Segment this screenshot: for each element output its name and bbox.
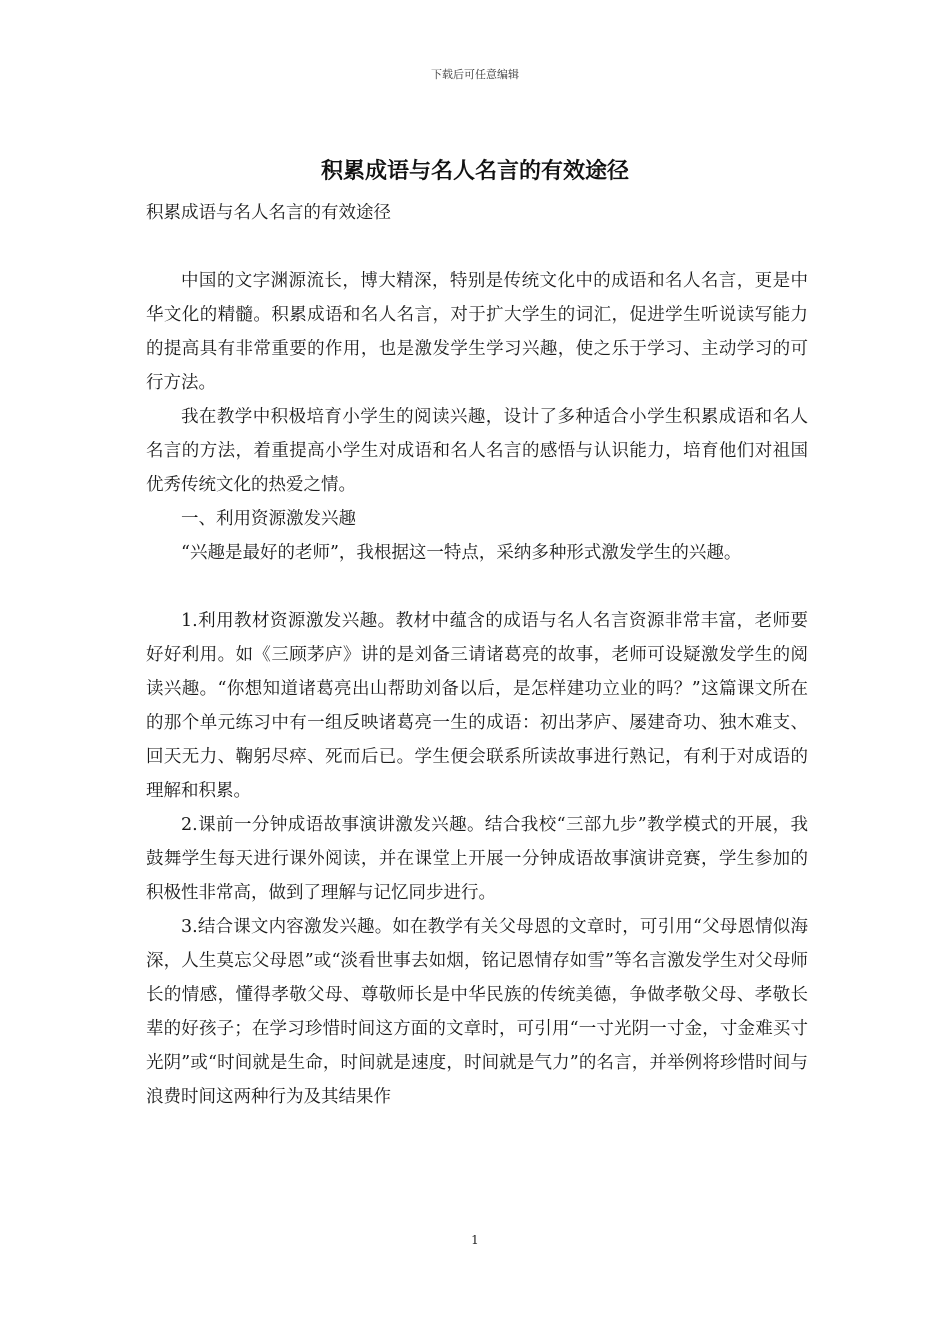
document-title: 积累成语与名人名言的有效途径 (320, 158, 629, 184)
paragraph-item-3: 3.结合课文内容激发兴趣。如在教学有关父母恩的文章时，可引用“父母恩情似海深，人生莫忘父母恩”或“淡看世事去如烟，铭记恩情存如雪”等名言激发学生对父母师长的情感，懂得孝敬父母、尊敬师长是中华民族的传统美德，争做孝敬父母、孝敬长辈的好孩子；在学习珍惜时间这方面的文章时，可引用“一寸光阴一寸金，寸金难买寸光阴”或“时间就是生命，时间就是速度，时间就是气力”的名言，并举例将珍惜时间与浪费时间这两种行为及其结果作 (146, 917, 808, 1107)
section-heading-1: 一、利用资源激发兴趣 (181, 509, 356, 529)
paragraph-interest-quote: “兴趣是最好的老师”，我根据这一特点，采纳多种形式激发学生的兴趣。 (181, 543, 742, 563)
page-number: 1 (471, 1233, 479, 1247)
header-note: 下载后可任意编辑 (431, 68, 519, 81)
document-body (146, 196, 808, 1114)
paragraph-spacer (146, 230, 808, 264)
paragraph-method: 我在教学中积极培育小学生的阅读兴趣，设计了多种适合小学生积累成语和名人名言的方法，着重提高小学生对成语和名人名言的感悟与认识能力，培育他们对祖国优秀传统文化的热爱之情。 (146, 407, 808, 495)
paragraph-item-2: 2.课前一分钟成语故事演讲激发兴趣。结合我校“三部九步”教学模式的开展，我鼓舞学生每天进行课外阅读，并在课堂上开展一分钟成语故事演讲竞赛，学生参加的积极性非常高，做到了理解与记忆同步进行。 (146, 815, 808, 903)
document-subtitle: 积累成语与名人名言的有效途径 (146, 203, 391, 223)
paragraph-intro: 中国的文字渊源流长，博大精深，特别是传统文化中的成语和名人名言，更是中华文化的精髓。积累成语和名人名言，对于扩大学生的词汇，促进学生听说读写能力的提高具有非常重要的作用，也是激发学生学习兴趣，使之乐于学习、主动学习的可行方法。 (146, 271, 808, 393)
paragraph-item-1: 1.利用教材资源激发兴趣。教材中蕴含的成语与名人名言资源非常丰富，老师要好好利用。如《三顾茅庐》讲的是刘备三请诸葛亮的故事，老师可设疑激发学生的阅读兴趣。“你想知道诸葛亮出山帮助刘备以后，是怎样建功立业的吗？”这篇课文所在的那个单元练习中有一组反映诸葛亮一生的成语：初出茅庐、屡建奇功、独木难支、回天无力、鞠躬尽瘁、死而后已。学生便会联系所读故事进行熟记，有利于对成语的理解和积累。 (146, 611, 808, 801)
paragraph-spacer (146, 570, 808, 604)
